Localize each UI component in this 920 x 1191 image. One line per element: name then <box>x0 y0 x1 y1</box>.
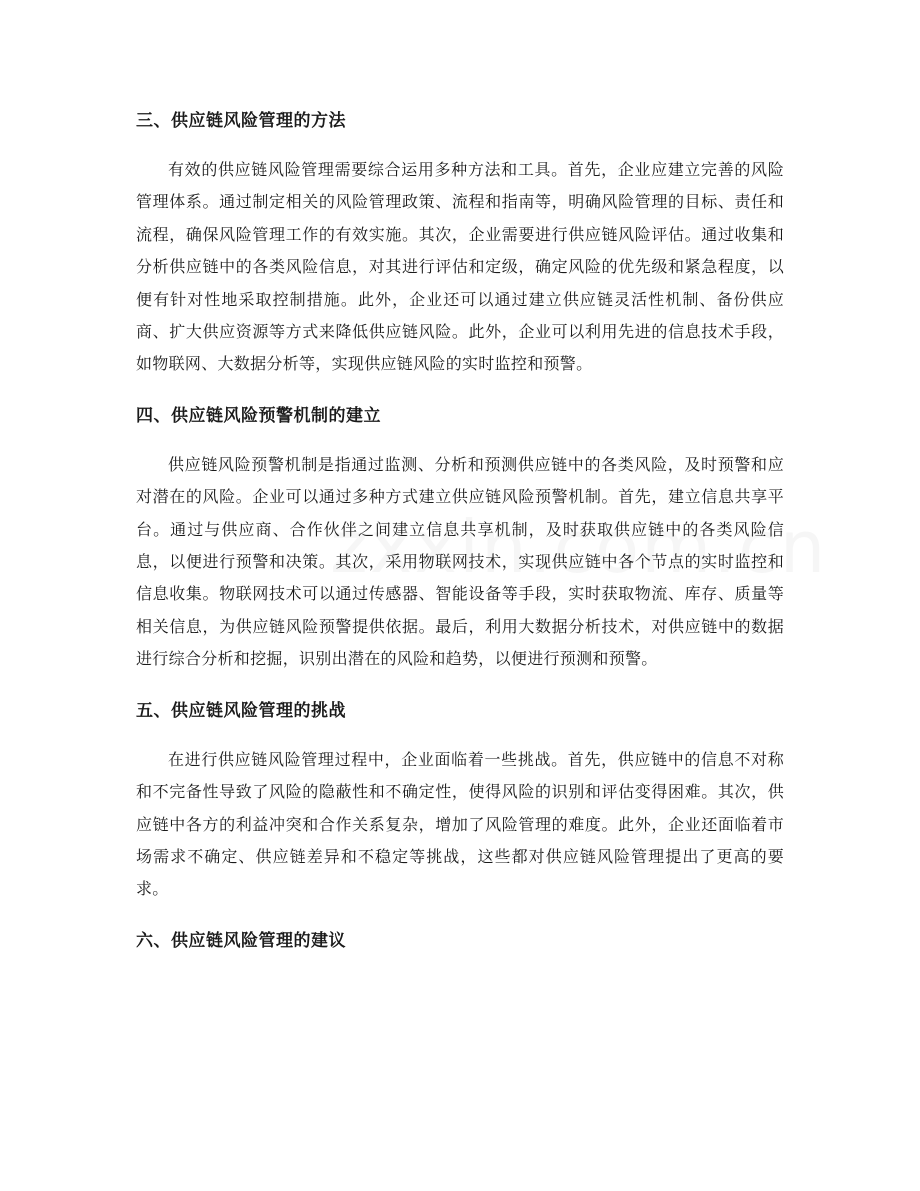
document-content <box>136 106 784 974</box>
section-heading: 四、供应链风险预警机制的建立 <box>136 405 381 426</box>
section-4 <box>136 401 784 676</box>
section-heading: 五、供应链风险管理的挑战 <box>136 700 346 721</box>
section-paragraph: 有效的供应链风险管理需要综合运用多种方法和工具。首先，企业应建立完善的风险管理体系。通过制定相关的风险管理政策、流程和指南等，明确风险管理的目标、责任和流程，确保风险管理工作的有效实施。其次，企业需要进行供应链风险评估。通过收集和分析供应链中的各类风险信息，对其进行评估和定级，确定风险的优先级和紧急程度，以便有针对性地采取控制措施。此外，企业还可以通过建立供应链灵活性机制、备份供应商、扩大供应资源等方式来降低供应链风险。此外，企业可以利用先进的信息技术手段，如物联网、大数据分析等，实现供应链风险的实时监控和预警。 <box>136 160 784 374</box>
section-5 <box>136 696 784 906</box>
section-paragraph: 在进行供应链风险管理过程中，企业面临着一些挑战。首先，供应链中的信息不对称和不完备性导致了风险的隐蔽性和不确定性，使得风险的识别和评估变得困难。其次，供应链中各方的利益冲突和合作关系复杂，增加了风险管理的难度。此外，企业还面临着市场需求不确定、供应链差异和不稳定等挑战，这些都对供应链风险管理提出了更高的要求。 <box>136 749 784 899</box>
section-paragraph: 供应链风险预警机制是指通过监测、分析和预测供应链中的各类风险，及时预警和应对潜在的风险。企业可以通过多种方式建立供应链风险预警机制。首先，建立信息共享平台。通过与供应商、合作伙伴之间建立信息共享机制，及时获取供应链中的各类风险信息，以便进行预警和决策。其次，采用物联网技术，实现供应链中各个节点的实时监控和信息收集。物联网技术可以通过传感器、智能设备等手段，实时获取物流、库存、质量等相关信息，为供应链风险预警提供依据。最后，利用大数据分析技术，对供应链中的数据进行综合分析和挖掘，识别出潜在的风险和趋势，以便进行预测和预警。 <box>136 454 784 669</box>
section-3 <box>136 106 784 381</box>
section-6 <box>136 926 784 956</box>
section-heading: 六、供应链风险管理的建议 <box>136 930 346 951</box>
section-heading: 三、供应链风险管理的方法 <box>136 111 346 131</box>
